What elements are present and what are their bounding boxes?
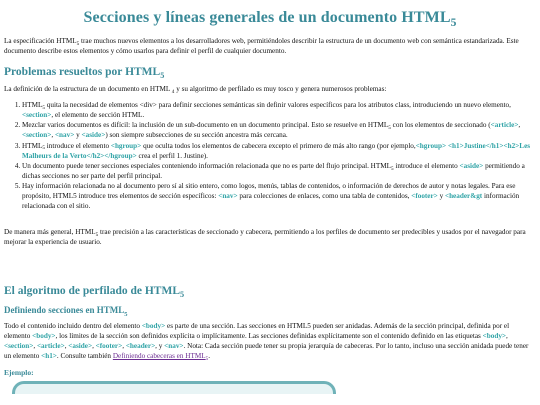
defining-headings-link[interactable]: Definiendo cabeceras en $HTML_5$ <box>112 352 209 363</box>
list-item: 2. Mezclar varios documentos es difícil: la inclusión de un sub-documento en un documento principal. Esto se resuelve en $HTML_5$ con los elementos de seccionado (<article>, <section>, <nav> y <aside>) son siempre subsecciones de su sección ancestra más cercana. <box>22 120 536 140</box>
sections-paragraph: Todo el contenido incluido dentro del elemento <body> es parte de una sección. Las secciones en HTML5 pueden ser anidadas. Además de la sección principal, definida por el elemento <body>, los límites de la sección son definidos explícita o implícitamente. Las secciones definidas explícitamente son el contenido definido en las etiquetas <body>, <section>, <article>, <aside>, <footer>, <header>, y <nav>. Nota: Cada sección puede tener su propia jerarquía de cabeceras. Por lo tanto, incluso una sección anidada puede tener un elemento <h1>. Consulte también Definiendo cabeceras en $HTML_5$. <box>4 322 529 363</box>
list-item: 4. Un documento puede tener secciones especiales conteniendo información relacionada que no es parte del flujo principal. $HTML_5$ introduce el elemento <aside> permitiendo a dichas secciones no ser parte del perfil principal. <box>22 161 536 181</box>
problems-heading: Problemas resueltos por $HTML_5$ <box>4 66 165 81</box>
page-title: Secciones y líneas generales de un documento $HTML_5$ <box>83 9 457 30</box>
problems-lead: La definición de la estructura de un documento en HTML $_4$ y su algoritmo de perfilado es muy tosco y genera numerosos problemas: <box>4 85 387 95</box>
section-tag: <section> <box>22 111 52 120</box>
list-item: 3. $HTML_5$ introduce el elemento <hgroup> que oculta todos los elementos de cabecera excepto el primero de más alto rango (por ejemplo,<hgroup> <h1>Justine</h1><h2>Les Malheurs de la Verto</h2></hgroup> crea el perfil 1. Justine). <box>22 141 536 161</box>
algorithm-heading: El algoritmo de perfilado de $HTML_5$ <box>4 285 185 300</box>
list-item: 1. $HTML_5$ quita la necesidad de elementos <div> para definir secciones semánticas sin definir valores específicos para los atributos class, introduciendo un nuevo elemento, <section>, el elemento de sección HTML. <box>22 100 536 120</box>
problems-list <box>4 100 536 211</box>
intro-paragraph: La especificación $HTML_5$ trae muchos nuevos elementos a los desarrolladores web, permitiéndoles describir la estructura de un documento web con semántica estandarizada. Este documento describe estos elementos y cómo usarlos para definir el perfil de cualquier documento. <box>4 37 519 56</box>
summary-paragraph: De manera más general, $HTML_5$ trae precisión a las características de seccionado y cabecera, permitiendo a los perfiles de documento ser predecibles y usados por el navegador para mejorar la experiencia de usuario. <box>4 228 526 247</box>
defining-sections-heading: Definiendo secciones en $HTML_5$ <box>4 305 128 318</box>
example-code-box <box>12 381 336 394</box>
example-label: Ejemplo: <box>4 367 34 377</box>
list-item: 5. Hay información relacionada no al documento pero sí al sitio entero, como logos, menús, tablas de contenidos, o información de derechos de autor y notas legales. Para ese propósito, HTML5 introduce tres elementos de sección específicos: <nav> para colecciones de enlaces, como una tabla de contenidos, <footer> y <header&gt información relacionada con el sitio. <box>22 181 536 211</box>
